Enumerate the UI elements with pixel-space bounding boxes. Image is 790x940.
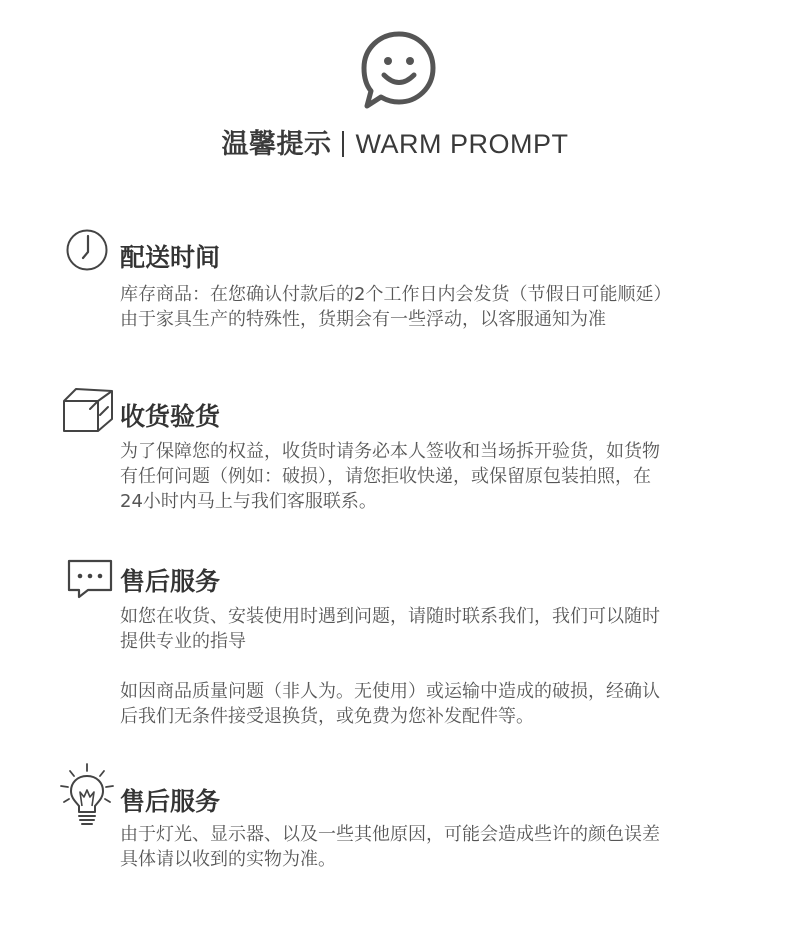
page-title-en: WARM PROMPT (355, 129, 569, 159)
box-icon (60, 385, 116, 435)
lightbulb-icon (58, 762, 116, 830)
page-title (0, 122, 790, 161)
section-title: 售后服务 (120, 787, 221, 816)
section-body (120, 439, 728, 514)
body-line: 由于灯光、显示器、以及一些其他原因，可能会造成些许的颜色误差 (120, 824, 660, 845)
body-line: 库存商品：在您确认付款后的2个工作日内会发货（节假日可能顺延） (120, 284, 672, 305)
page-title-cn: 温馨提示 (221, 129, 332, 160)
body-line: 提供专业的指导 (120, 631, 246, 652)
body-line: 如您在收货、安装使用时遇到问题，请随时联系我们，我们可以随时 (120, 606, 660, 627)
body-line: 具体请以收到的实物为准。 (120, 849, 336, 870)
section-title: 售后服务 (120, 567, 221, 596)
body-line: 为了保障您的权益，收货时请务必本人签收和当场拆开验货，如货物 (120, 441, 660, 462)
body-line: 由于家具生产的特殊性，货期会有一些浮动，以客服通知为准 (120, 309, 606, 330)
body-line: 后我们无条件接受退换货，或免费为您补发配件等。 (120, 706, 534, 727)
clock-icon (65, 228, 113, 276)
chat-dots-icon (66, 556, 114, 604)
paragraph-gap (120, 654, 728, 679)
section-body (120, 282, 728, 332)
section-body (120, 604, 728, 729)
section-body (120, 822, 728, 872)
section-title: 配送时间 (120, 243, 221, 272)
body-line: 24小时内马上与我们客服联系。 (120, 491, 377, 512)
body-line: 如因商品质量问题（非人为。无使用）或运输中造成的破损，经确认 (120, 681, 660, 702)
section-title: 收货验货 (120, 402, 221, 431)
title-divider (342, 131, 344, 157)
body-line: 有任何问题（例如：破损），请您拒收快递，或保留原包装拍照，在 (120, 466, 651, 487)
speech-bubble-smiley-icon (359, 30, 439, 110)
